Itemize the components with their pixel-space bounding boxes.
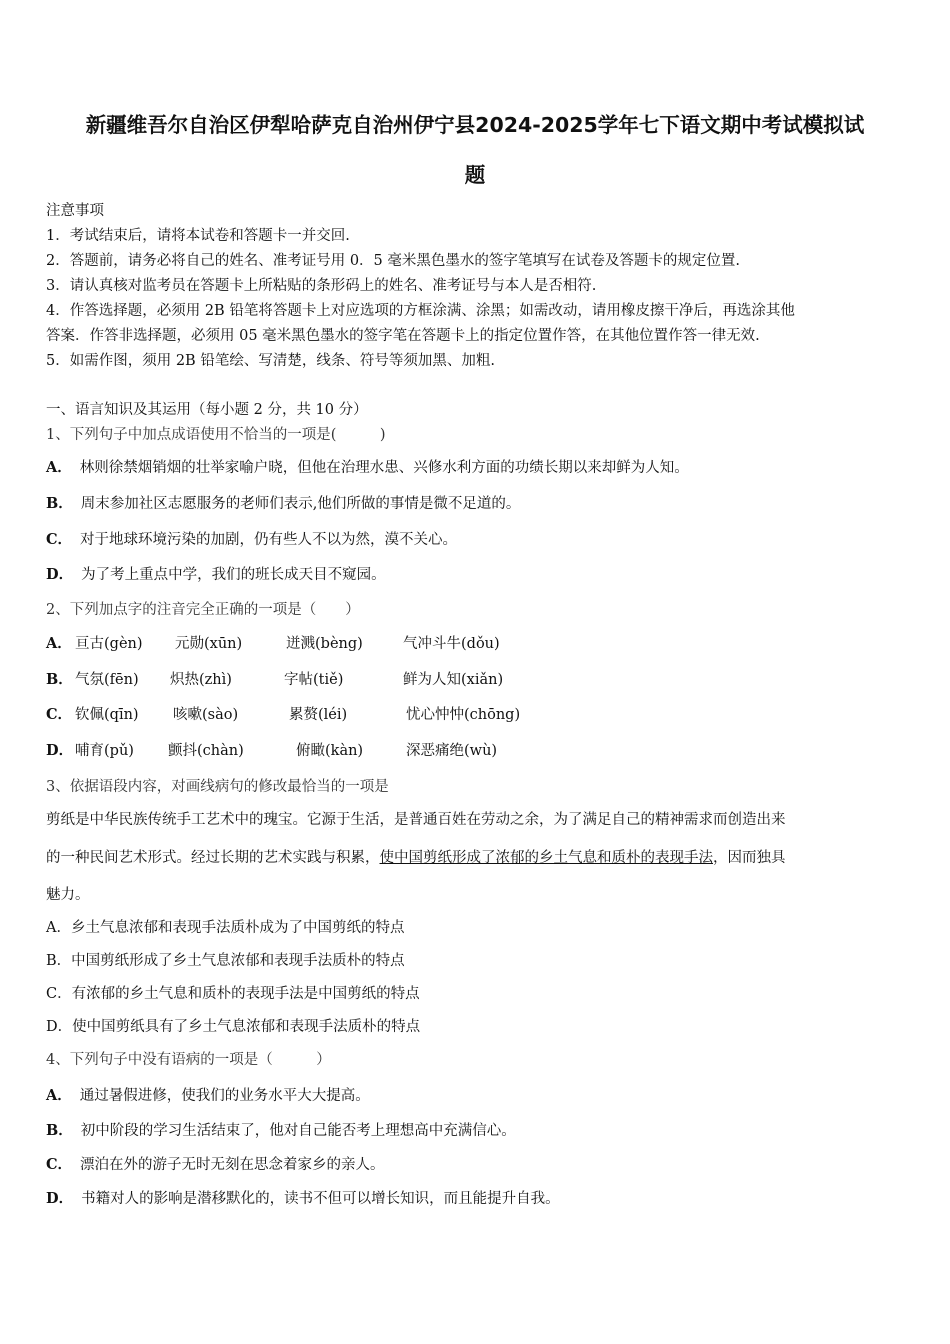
- pinyin-cell: 哺育(pǔ): [75, 743, 134, 759]
- notice-heading: 注意事项: [46, 203, 104, 219]
- option-text: 漂泊在外的游子无时无刻在思念着家乡的亲人。: [80, 1157, 385, 1173]
- section-heading: 一、语言知识及其运用（每小题 2 分，共 10 分）: [46, 402, 368, 418]
- option-text: 周末参加社区志愿服务的老师们表示,他们所做的事情是微不足道的。: [80, 496, 521, 512]
- option-label: B．: [46, 1122, 73, 1139]
- option-text: 书籍对人的影响是潜移默化的，读书不但可以增长知识，而且能提升自我。: [81, 1191, 560, 1207]
- option-text: 通过暑假进修，使我们的业务水平大大提高。: [79, 1088, 370, 1104]
- question-1-option-a: [46, 458, 689, 478]
- option-text: 为了考上重点中学，我们的班长成天目不窥园。: [81, 567, 386, 583]
- passage-text: ，因而独具: [713, 850, 786, 866]
- question-3-stem: 3、依据语段内容，对画线病句的修改最恰当的一项是: [46, 779, 389, 795]
- option-text: 林则徐禁烟销烟的壮举家喻户晓，但他在治理水患、兴修水利方面的功绩长期以来却鲜为人知。: [79, 460, 689, 476]
- question-4-option-c: [46, 1155, 385, 1175]
- option-label: C．: [46, 706, 73, 723]
- passage-text: 的一种民间艺术形式。经过长期的艺术实践与积累，: [46, 850, 380, 866]
- exam-title-line2: 题: [464, 163, 486, 187]
- pinyin-cell: 深恶痛绝(wù): [406, 743, 498, 759]
- pinyin-cell: 炽热(zhì): [170, 672, 232, 688]
- option-text: 初中阶段的学习生活结束了，他对自己能否考上理想高中充满信心。: [80, 1123, 516, 1139]
- option-label: D．: [46, 742, 74, 759]
- question-4-option-a: [46, 1086, 370, 1106]
- option-label: B．: [46, 495, 73, 512]
- underlined-sentence: 使中国剪纸形成了浓郁的乡土气息和质朴的表现手法: [379, 850, 713, 866]
- question-3-option-c: C．有浓郁的乡土气息和质朴的表现手法是中国剪纸的特点: [46, 986, 420, 1002]
- question-1-stem: 1、下列句子中加点成语使用不恰当的一项是( ): [46, 427, 386, 443]
- question-3-passage-line: 剪纸是中华民族传统手工艺术中的瑰宝。它源于生活，是普通百姓在劳动之余，为了满足自己的精神需求而创造出来: [46, 812, 786, 828]
- notice-item: 4．作答选择题，必须用 2B 铅笔将答题卡上对应选项的方框涂满、涂黑；如需改动，请用橡皮擦干净后，再选涂其他: [46, 303, 795, 319]
- question-3-passage-line: 魅力。: [46, 887, 90, 903]
- option-label: C．: [46, 1156, 73, 1173]
- pinyin-cell: 钦佩(qīn): [75, 707, 139, 723]
- pinyin-cell: 忧心忡忡(chōng): [406, 707, 521, 723]
- question-1-option-d: [46, 565, 386, 585]
- pinyin-cell: 字帖(tiě): [284, 672, 344, 688]
- question-3-option-a: A．乡土气息浓郁和表现手法质朴成为了中国剪纸的特点: [46, 920, 405, 936]
- question-1-option-b: [46, 494, 520, 514]
- pinyin-cell: 气冲斗牛(dǒu): [403, 636, 500, 652]
- question-4-option-b: [46, 1121, 516, 1141]
- question-4-stem: 4、下列句子中没有语病的一项是（ ）: [46, 1052, 331, 1068]
- pinyin-cell: 元勋(xūn): [175, 636, 243, 652]
- question-3-option-b: B．中国剪纸形成了乡土气息浓郁和表现手法质朴的特点: [46, 953, 405, 969]
- option-text: 对于地球环境污染的加剧，仍有些人不以为然，漠不关心。: [80, 532, 458, 548]
- pinyin-cell: 气氛(fēn): [75, 672, 139, 688]
- notice-item: 5．如需作图，须用 2B 铅笔绘、写清楚，线条、符号等须加黑、加粗.: [46, 353, 495, 369]
- pinyin-cell: 俯瞰(kàn): [296, 743, 364, 759]
- notice-item: 答案．作答非选择题，必须用 05 毫米黑色墨水的签字笔在答题卡上的指定位置作答，在其他位置作答一律无效.: [46, 328, 760, 344]
- exam-title-line1: 新疆维吾尔自治区伊犁哈萨克自治州伊宁县2024-2025学年七下语文期中考试模拟试: [85, 113, 865, 137]
- pinyin-cell: 迸溅(bèng): [286, 636, 363, 652]
- option-label: A．: [46, 1087, 72, 1104]
- notice-item: 1．考试结束后，请将本试卷和答题卡一并交回.: [46, 228, 350, 244]
- option-label: D．: [46, 1190, 74, 1207]
- option-label: A．: [46, 459, 72, 476]
- pinyin-cell: 亘古(gèn): [75, 636, 143, 652]
- option-label: A．: [46, 635, 72, 652]
- question-3-passage-line: [46, 848, 786, 868]
- question-2-stem: 2、下列加点字的注音完全正确的一项是（ ）: [46, 602, 360, 618]
- option-label: B．: [46, 671, 73, 688]
- option-label: D．: [46, 566, 74, 583]
- pinyin-cell: 鲜为人知(xiǎn): [403, 672, 504, 688]
- notice-item: 2．答题前，请务必将自己的姓名、准考证号用 0．5 毫米黑色墨水的签字笔填写在试卷及答题卡的规定位置.: [46, 253, 740, 269]
- pinyin-cell: 咳嗽(sào): [173, 707, 239, 723]
- pinyin-cell: 累赘(léi): [289, 707, 348, 723]
- question-1-option-c: [46, 530, 457, 550]
- question-4-option-d: [46, 1189, 560, 1209]
- question-3-option-d: D．使中国剪纸具有了乡土气息浓郁和表现手法质朴的特点: [46, 1019, 421, 1035]
- option-label: C．: [46, 531, 73, 548]
- notice-item: 3．请认真核对监考员在答题卡上所粘贴的条形码上的姓名、准考证号与本人是否相符.: [46, 278, 597, 294]
- pinyin-cell: 颤抖(chàn): [168, 743, 244, 759]
